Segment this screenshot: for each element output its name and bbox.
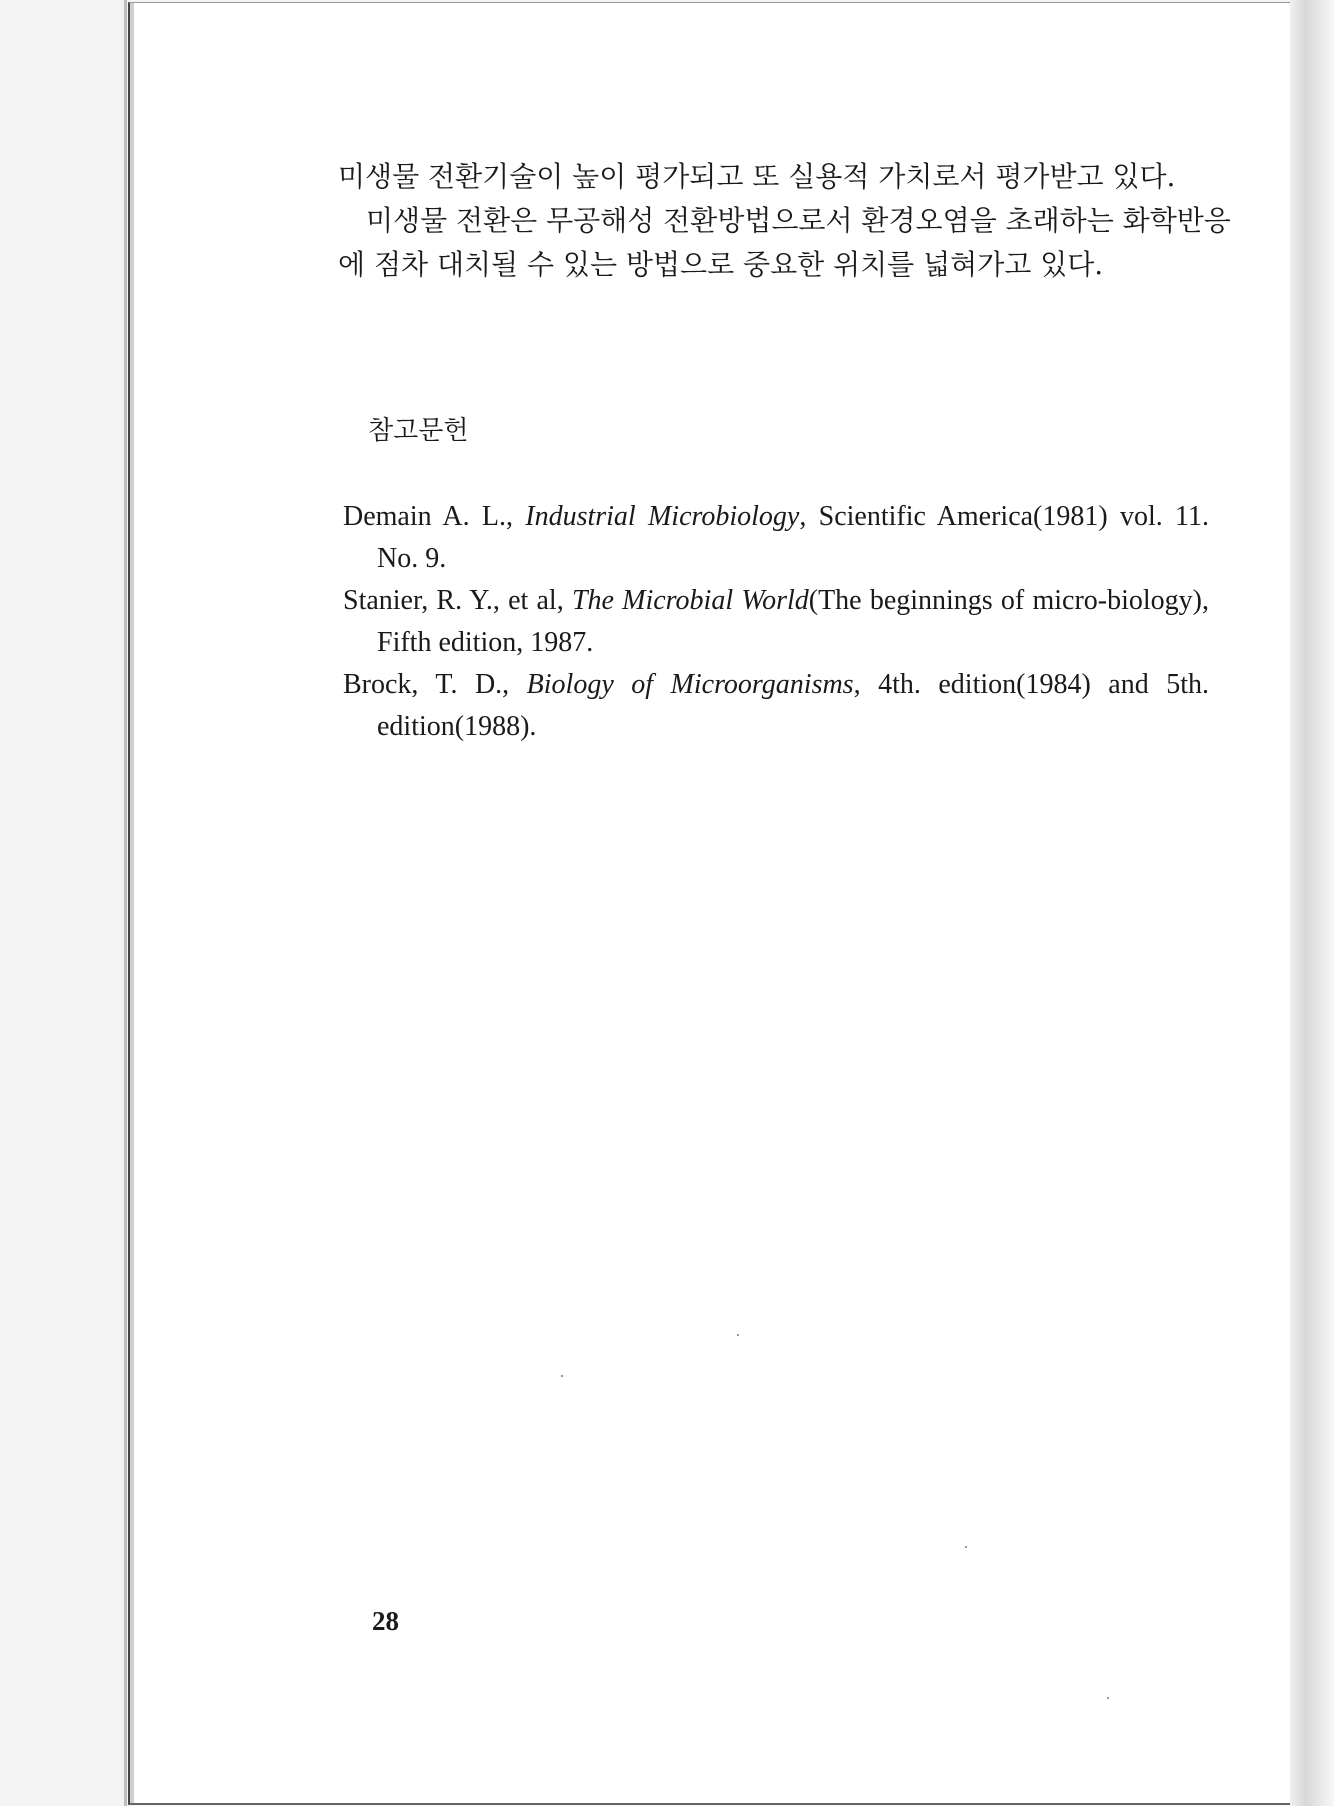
scan-speck <box>737 1334 739 1336</box>
page-edge-shadow <box>1290 0 1334 1806</box>
reference-title: The Microbial World <box>571 585 809 616</box>
reference-details: , Scientific America(1981) vol. 11. No. 9. <box>377 501 1209 574</box>
reference-details: , 4th. edition(1984) and 5th. edition(1988). <box>377 669 1209 742</box>
references-list <box>343 496 1209 748</box>
body-paragraph <box>338 155 1231 287</box>
book-spine <box>124 0 127 1806</box>
reference-item <box>343 580 1209 664</box>
body-line-3: 에 점차 대치될 수 있는 방법으로 중요한 위치를 넓혀가고 있다. <box>338 248 1104 281</box>
body-line-1: 미생물 전환기술이 높이 평가되고 또 실용적 가치로서 평가받고 있다. <box>338 160 1176 193</box>
reference-authors: Stanier, R. Y., et al, <box>343 585 572 616</box>
references-heading: 참고문헌 <box>368 416 469 446</box>
reference-authors: Demain A. L., <box>343 501 526 532</box>
reference-item <box>343 664 1209 748</box>
reference-item <box>343 496 1209 580</box>
reference-title: Industrial Microbiology <box>525 501 800 532</box>
scan-speck <box>965 1546 967 1548</box>
scan-speck <box>1107 1697 1109 1699</box>
scan-speck <box>561 1375 563 1377</box>
reference-title: Biology of Microorganisms <box>526 669 854 700</box>
reference-authors: Brock, T. D., <box>343 669 527 700</box>
body-line-2: 미생물 전환은 무공해성 전환방법으로서 환경오염을 초래하는 화학반응 <box>366 204 1231 237</box>
page-number: 28 <box>372 1606 399 1636</box>
reference-details: (The beginnings of micro-biology), Fifth edition, 1987. <box>377 585 1209 658</box>
